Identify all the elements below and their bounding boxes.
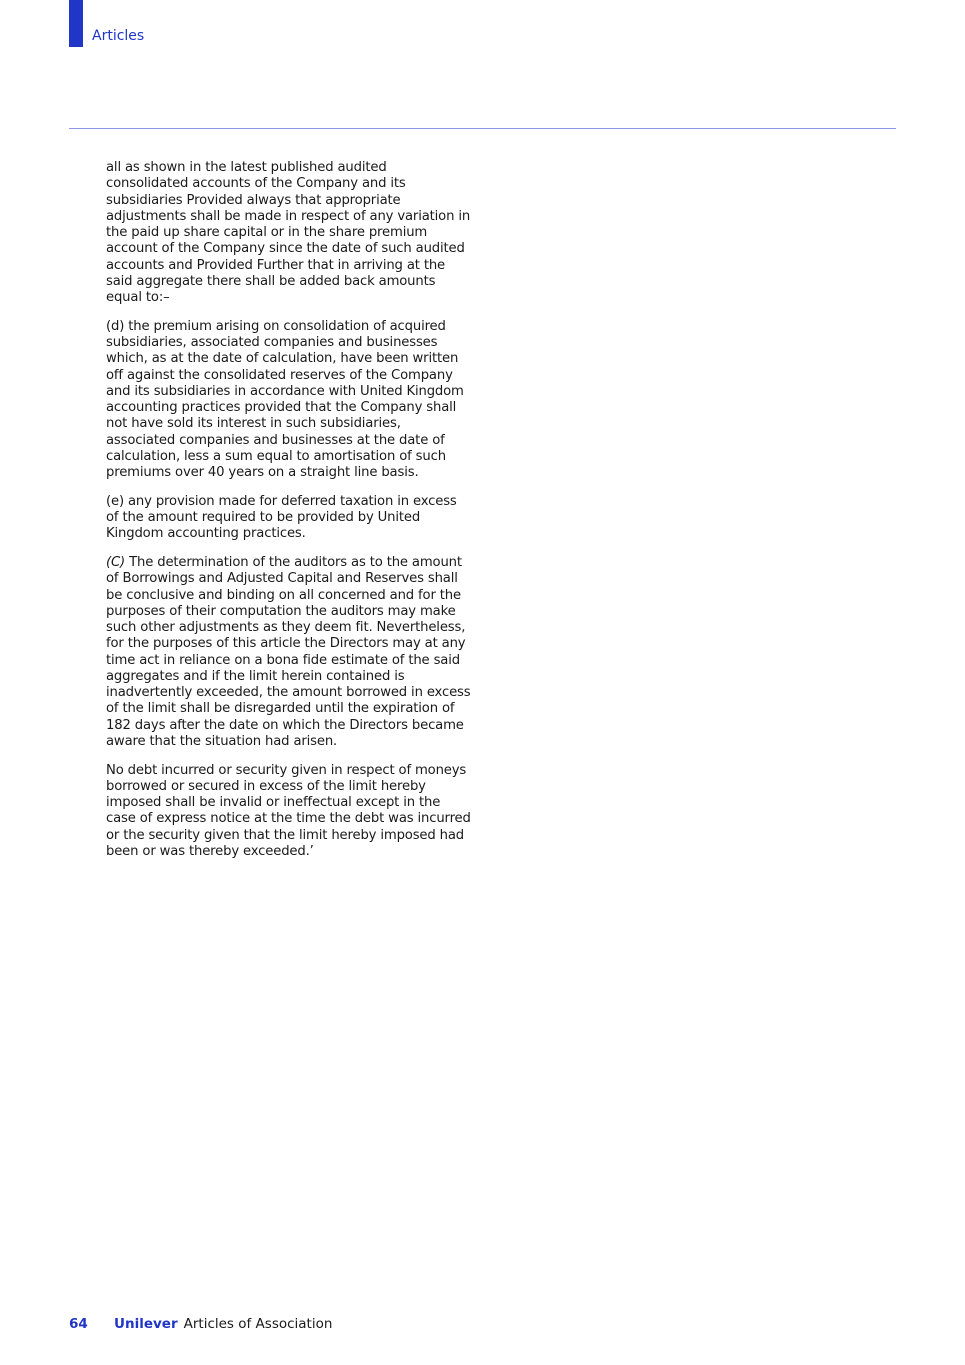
paragraph-c-marker: (C): [106, 555, 126, 570]
paragraph-e: (e) any provision made for deferred taxation in excess of the amount required to be provided by United Kingdom accounting practices.: [106, 493, 457, 542]
header-accent-bar: [69, 0, 83, 47]
section-label: Articles: [92, 28, 145, 44]
page-number: 64: [69, 1316, 88, 1332]
document-title: Articles of Association: [183, 1316, 333, 1332]
paragraph-final: No debt incurred or security given in respect of moneys borrowed or secured in excess of the limit hereby imposed shall be invalid or ineffectual except in the case of express notice at the time the debt was incurred or the security given that the limit hereby imposed had been or was thereby exceeded.’: [106, 762, 471, 859]
paragraph-c-text: The determination of the auditors as to the amount of Borrowings and Adjusted Capital and Reserves shall be conclusive and binding on all concerned and for the purposes of their computation the auditors may make such other adjustments as they deem fit. Nevertheless, for the purposes of this article the Directors may at any time act in reliance on a bona fide estimate of the said aggregates and if the limit herein contained is inadvertently exceeded, the amount borrowed in excess of the limit shall be disregarded until the expiration of 182 days after the date on which the Directors became aware that the situation had arisen.: [106, 555, 471, 749]
paragraph-intro: all as shown in the latest published audited consolidated accounts of the Company and its subsidiaries Provided always that appropriate adjustments shall be made in respect of any variation in the paid up share capital or in the share premium account of the Company since the date of such audited accounts and Provided Further that in arriving at the said aggregate there shall be added back amounts equal to:–: [106, 160, 471, 305]
header-divider: [69, 128, 896, 129]
paragraph-d: (d) the premium arising on consolidation of acquired subsidiaries, associated companies and businesses which, as at the date of calculation, have been written off against the consolidated reserves of the Company and its subsidiaries in accordance with United Kingdom accounting practices provided that the Company shall not have sold its interest in such subsidiaries, associated companies and businesses at the date of calculation, less a sum equal to amortisation of such premiums over 40 years on a straight line basis.: [106, 318, 464, 480]
paragraph-c: [106, 555, 472, 750]
page-footer: [69, 1316, 332, 1332]
brand-name: Unilever: [114, 1316, 178, 1332]
article-body: [106, 160, 472, 873]
